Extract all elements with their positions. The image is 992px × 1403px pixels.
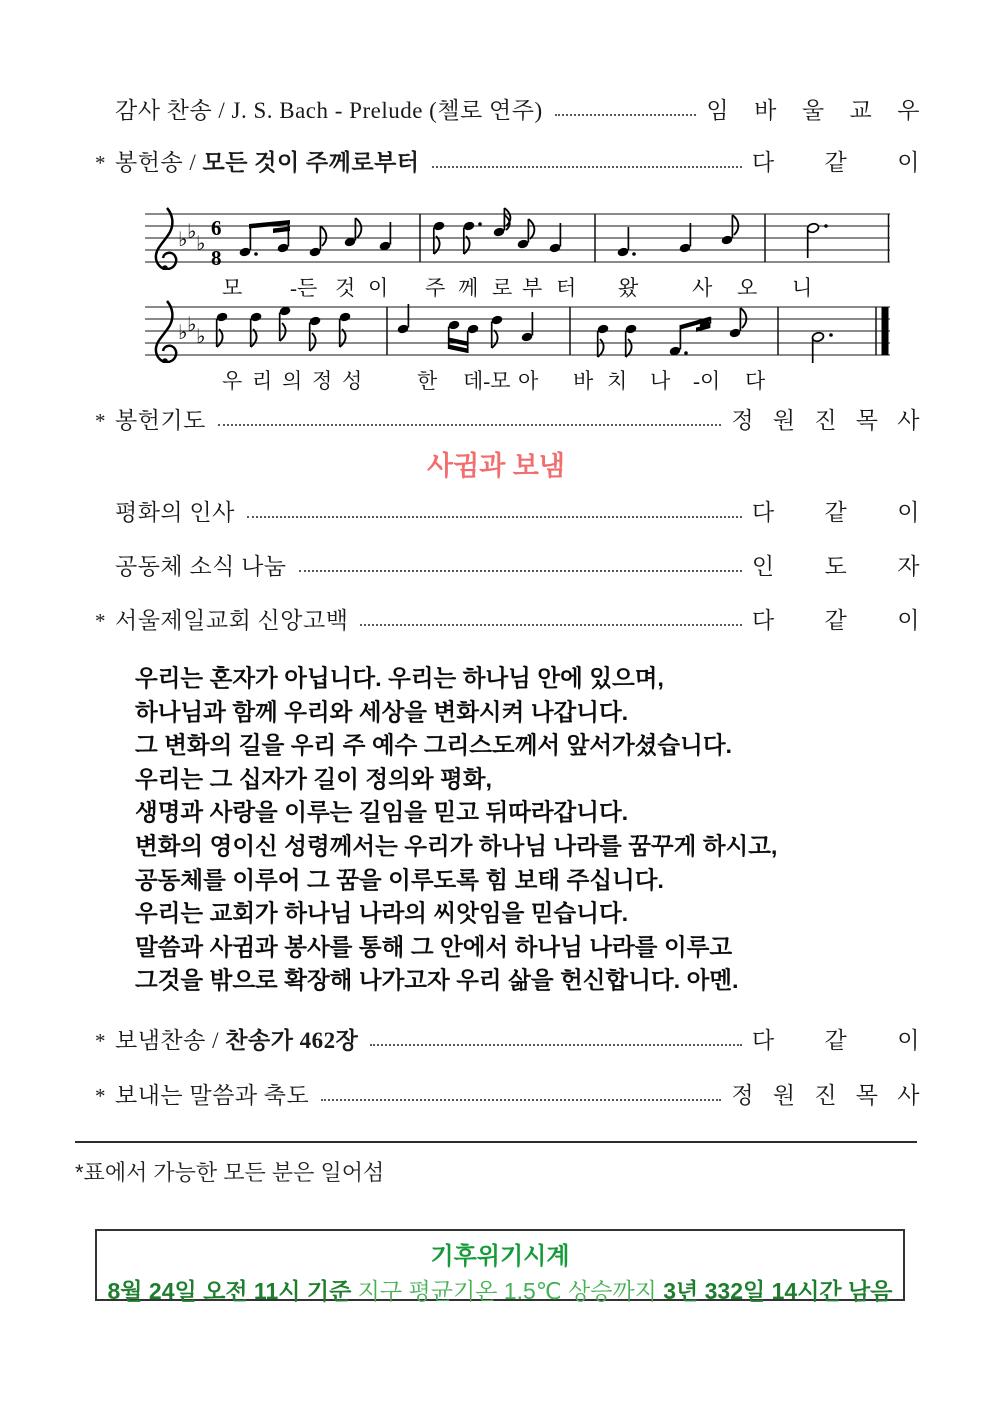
service-label: 봉헌송 / xyxy=(115,150,203,175)
lyric-syllable: 데-모 xyxy=(463,369,511,393)
dotted-leader xyxy=(370,1042,741,1046)
climate-clock-line xyxy=(97,1273,903,1306)
service-row-sending-hymn xyxy=(95,1026,920,1056)
hymn-title: 모든 것이 주께로부터 xyxy=(202,150,420,175)
asterisk-marker: * xyxy=(95,1084,106,1108)
treble-clef-icon xyxy=(156,301,176,363)
lyric-syllable: 정 xyxy=(312,369,333,393)
dotted-leader xyxy=(555,112,697,116)
service-label: 감사 찬송 / J. S. Bach - Prelude (첼로 연주) xyxy=(115,98,543,123)
creed-line: 우리는 교회가 하나님 나라의 씨앗임을 믿습니다. xyxy=(135,900,629,927)
lyric-syllable: 치 xyxy=(607,369,628,393)
flat-sign: ♭ xyxy=(196,324,206,348)
climate-date-segment: 8월 24일 오전 11시 기준 xyxy=(107,1278,352,1304)
staff-2-notation xyxy=(145,299,890,363)
climate-clock-box xyxy=(95,1229,905,1304)
creed-text-block xyxy=(135,662,932,998)
service-row-creed xyxy=(95,606,920,636)
lyric-syllable: 사 xyxy=(692,276,713,300)
performer-label: 다 같 이 xyxy=(751,1028,920,1053)
creed-line: 하나님과 함께 우리와 세상을 변화시켜 나갑니다. xyxy=(135,698,629,725)
lyric-syllable: -이 xyxy=(693,369,721,393)
lyric-syllable: 께 xyxy=(458,276,479,300)
lyric-syllable: 이 xyxy=(368,276,389,300)
lyric-syllable: 니 xyxy=(792,276,813,300)
creed-line: 변화의 영이신 성령께서는 우리가 하나님 나라를 꿈꾸게 하시고, xyxy=(135,832,778,859)
section-heading-fellowship: 사귐과 보냄 xyxy=(427,451,565,481)
performer-label: 다 같 이 xyxy=(751,500,920,525)
lyric-syllable: 우 xyxy=(222,369,243,393)
asterisk-marker: * xyxy=(95,1029,106,1053)
lyric-syllable: 바 xyxy=(573,369,594,393)
flat-sign: ♭ xyxy=(187,219,197,243)
service-row-offering-prayer xyxy=(95,406,920,436)
dotted-leader xyxy=(247,514,742,518)
service-row-peace-greeting xyxy=(95,498,920,528)
service-label: 서울제일교회 신앙고백 xyxy=(115,608,349,633)
dotted-leader xyxy=(360,622,741,626)
service-row-offering-hymn xyxy=(95,148,920,178)
lyric-syllable: 로 xyxy=(492,276,513,300)
lyric-syllable: 성 xyxy=(342,369,363,393)
service-row-benediction xyxy=(95,1081,920,1111)
service-row-community-news xyxy=(95,552,920,582)
lyric-syllable: 부 xyxy=(522,276,543,300)
lyric-syllable: 의 xyxy=(282,369,303,393)
lyric-syllable: 왔 xyxy=(618,276,639,300)
performer-label: 인 도 자 xyxy=(751,554,920,579)
dotted-leader xyxy=(321,1097,721,1101)
sheet-music-staff-2 xyxy=(145,299,890,399)
climate-remaining-segment: 3년 332일 14시간 남음 xyxy=(663,1278,893,1304)
creed-line: 공동체를 이루어 그 꿈을 이루도록 힘 보태 주십니다. xyxy=(135,866,664,893)
creed-line: 말씀과 사귐과 봉사를 통해 그 안에서 하나님 나라를 이루고 xyxy=(135,933,733,960)
service-row-thanks-hymn xyxy=(95,96,920,126)
staff-1-notation xyxy=(145,206,890,270)
creed-line: 그 변화의 길을 우리 주 예수 그리스도께서 앞서가셨습니다. xyxy=(135,732,733,759)
lyric-syllable: 리 xyxy=(252,369,273,393)
lyric-syllable: 오 xyxy=(737,276,758,300)
service-label: 공동체 소식 나눔 xyxy=(115,554,287,579)
performer-label: 정 원 진 목 사 xyxy=(731,408,920,433)
lyric-syllable: -든 xyxy=(290,276,318,300)
asterisk-marker: * xyxy=(95,609,106,633)
flat-sign: ♭ xyxy=(196,231,206,255)
sheet-music-staff-1 xyxy=(145,206,890,306)
performer-label: 정 원 진 목 사 xyxy=(731,1083,920,1108)
lyric-syllable: 한 xyxy=(417,369,438,393)
flat-sign: ♭ xyxy=(178,320,188,344)
creed-line: 생명과 사랑을 이루는 길임을 믿고 뒤따라갑니다. xyxy=(135,799,629,826)
lyric-syllable: 모 xyxy=(222,276,243,300)
performer-label: 다 같 이 xyxy=(751,150,920,175)
time-signature-lower: 8 xyxy=(211,246,222,270)
service-label: 평화의 인사 xyxy=(115,500,235,525)
creed-line: 우리는 그 십자가 길이 정의와 평화, xyxy=(135,765,492,792)
service-label: 봉헌기도 xyxy=(115,408,206,433)
service-label: 보내는 말씀과 축도 xyxy=(115,1083,310,1108)
dotted-leader xyxy=(432,164,742,168)
footer-divider xyxy=(75,1141,917,1143)
lyric-syllable: 나 xyxy=(650,369,671,393)
climate-temp-segment: 지구 평균기온 1.5℃ 상승까지 xyxy=(351,1278,664,1304)
lyric-syllable: 다 xyxy=(745,369,766,393)
footnote-standing: *표에서 가능한 모든 분은 일어섬 xyxy=(75,1160,385,1185)
service-label: 보냄찬송 / xyxy=(115,1028,226,1053)
performer-label: 임 바 울 교 우 xyxy=(706,98,920,123)
lyric-syllable: 터 xyxy=(556,276,577,300)
dotted-leader xyxy=(299,568,742,572)
treble-clef-icon xyxy=(156,208,176,270)
lyric-syllable: 주 xyxy=(425,276,446,300)
asterisk-marker: * xyxy=(95,409,106,433)
time-signature-upper: 6 xyxy=(211,216,222,240)
performer-label: 다 같 이 xyxy=(751,608,920,633)
flat-sign: ♭ xyxy=(187,312,197,336)
dotted-leader xyxy=(218,422,722,426)
hymn-title: 찬송가 462장 xyxy=(225,1028,359,1053)
asterisk-marker: * xyxy=(95,151,106,175)
lyric-syllable: 것 xyxy=(335,276,356,300)
creed-line: 그것을 밖으로 확장해 나가고자 우리 삶을 헌신합니다. 아멘. xyxy=(135,967,739,994)
climate-clock-title: 기후위기시계 xyxy=(430,1243,570,1270)
creed-line: 우리는 혼자가 아닙니다. 우리는 하나님 안에 있으며, xyxy=(135,665,664,691)
flat-sign: ♭ xyxy=(178,227,188,251)
lyric-syllable: 아 xyxy=(518,369,539,393)
